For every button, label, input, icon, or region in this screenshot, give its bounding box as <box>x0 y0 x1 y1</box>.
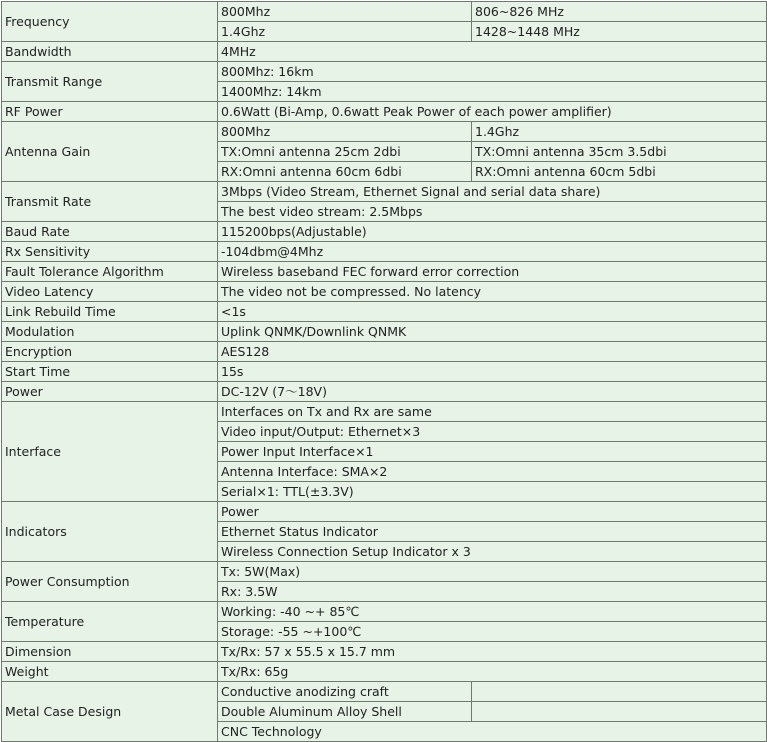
spec-value: Wireless baseband FEC forward error correction <box>218 262 767 282</box>
spec-value: Antenna Interface: SMA×2 <box>218 462 767 482</box>
spec-label: Transmit Range <box>2 62 218 102</box>
spec-label: Indicators <box>2 502 218 562</box>
table-row <box>2 662 767 682</box>
table-row <box>2 182 767 202</box>
spec-label: Bandwidth <box>2 42 218 62</box>
spec-value: The best video stream: 2.5Mbps <box>218 202 767 222</box>
spec-label: Start Time <box>2 362 218 382</box>
spec-value <box>472 702 767 722</box>
spec-value: Serial×1: TTL(±3.3V) <box>218 482 767 502</box>
spec-label: Power Consumption <box>2 562 218 602</box>
spec-value: 0.6Watt (Bi-Amp, 0.6watt Peak Power of each power amplifier) <box>218 102 767 122</box>
spec-value: TX:Omni antenna 35cm 3.5dbi <box>472 142 767 162</box>
table-row <box>2 122 767 142</box>
spec-label: Rx Sensitivity <box>2 242 218 262</box>
spec-value: 800Mhz <box>218 122 472 142</box>
table-row <box>2 382 767 402</box>
spec-label: Modulation <box>2 322 218 342</box>
spec-value: AES128 <box>218 342 767 362</box>
spec-value: 800Mhz <box>218 2 472 22</box>
spec-value: 800Mhz: 16km <box>218 62 767 82</box>
table-row <box>2 342 767 362</box>
spec-value: -104dbm@4Mhz <box>218 242 767 262</box>
spec-value: <1s <box>218 302 767 322</box>
spec-label: Link Rebuild Time <box>2 302 218 322</box>
spec-value: Double Aluminum Alloy Shell <box>218 702 472 722</box>
spec-value: 4MHz <box>218 42 767 62</box>
spec-value <box>472 682 767 702</box>
table-row <box>2 682 767 702</box>
spec-label: Encryption <box>2 342 218 362</box>
table-row <box>2 502 767 522</box>
spec-value: RX:Omni antenna 60cm 5dbi <box>472 162 767 182</box>
table-row <box>2 262 767 282</box>
spec-value: DC-12V (7～18V) <box>218 382 767 402</box>
spec-value: Tx/Rx: 65g <box>218 662 767 682</box>
spec-value: Conductive anodizing craft <box>218 682 472 702</box>
spec-label: Antenna Gain <box>2 122 218 182</box>
spec-value: 3Mbps (Video Stream, Ethernet Signal and serial data share) <box>218 182 767 202</box>
table-row <box>2 402 767 422</box>
spec-value: Working: -40 ~+ 85℃ <box>218 602 767 622</box>
table-row <box>2 242 767 262</box>
spec-value: 1400Mhz: 14km <box>218 82 767 102</box>
table-row <box>2 322 767 342</box>
spec-value: Tx/Rx: 57 x 55.5 x 15.7 mm <box>218 642 767 662</box>
spec-label: Baud Rate <box>2 222 218 242</box>
spec-value: Interfaces on Tx and Rx are same <box>218 402 767 422</box>
table-row <box>2 102 767 122</box>
spec-value: TX:Omni antenna 25cm 2dbi <box>218 142 472 162</box>
spec-label: Weight <box>2 662 218 682</box>
table-row <box>2 42 767 62</box>
table-row <box>2 602 767 622</box>
spec-label: Transmit Rate <box>2 182 218 222</box>
table-row <box>2 302 767 322</box>
spec-label: Video Latency <box>2 282 218 302</box>
spec-value: The video not be compressed. No latency <box>218 282 767 302</box>
table-row <box>2 562 767 582</box>
spec-label: Fault Tolerance Algorithm <box>2 262 218 282</box>
table-row <box>2 282 767 302</box>
spec-value: Power Input Interface×1 <box>218 442 767 462</box>
spec-label: Interface <box>2 402 218 502</box>
table-row <box>2 62 767 82</box>
table-row <box>2 2 767 22</box>
spec-label: Frequency <box>2 2 218 42</box>
spec-value: Uplink QNMK/Downlink QNMK <box>218 322 767 342</box>
spec-label: Metal Case Design <box>2 682 218 742</box>
spec-value: Rx: 3.5W <box>218 582 767 602</box>
spec-label: Dimension <box>2 642 218 662</box>
table-row <box>2 642 767 662</box>
spec-table-body <box>2 2 767 742</box>
spec-value: 15s <box>218 362 767 382</box>
spec-value: 1.4Ghz <box>472 122 767 142</box>
spec-table <box>1 1 767 742</box>
spec-value: 115200bps(Adjustable) <box>218 222 767 242</box>
spec-label: RF Power <box>2 102 218 122</box>
spec-value: Power <box>218 502 767 522</box>
spec-value: CNC Technology <box>218 722 767 742</box>
spec-value: 1428~1448 MHz <box>472 22 767 42</box>
table-row <box>2 362 767 382</box>
spec-value: Ethernet Status Indicator <box>218 522 767 542</box>
spec-label: Temperature <box>2 602 218 642</box>
spec-value: 806~826 MHz <box>472 2 767 22</box>
spec-value: RX:Omni antenna 60cm 6dbi <box>218 162 472 182</box>
spec-value: Storage: -55 ~+100℃ <box>218 622 767 642</box>
spec-value: Video input/Output: Ethernet×3 <box>218 422 767 442</box>
spec-value: Wireless Connection Setup Indicator x 3 <box>218 542 767 562</box>
table-row <box>2 222 767 242</box>
spec-label: Power <box>2 382 218 402</box>
spec-value: Tx: 5W(Max) <box>218 562 767 582</box>
spec-value: 1.4Ghz <box>218 22 472 42</box>
